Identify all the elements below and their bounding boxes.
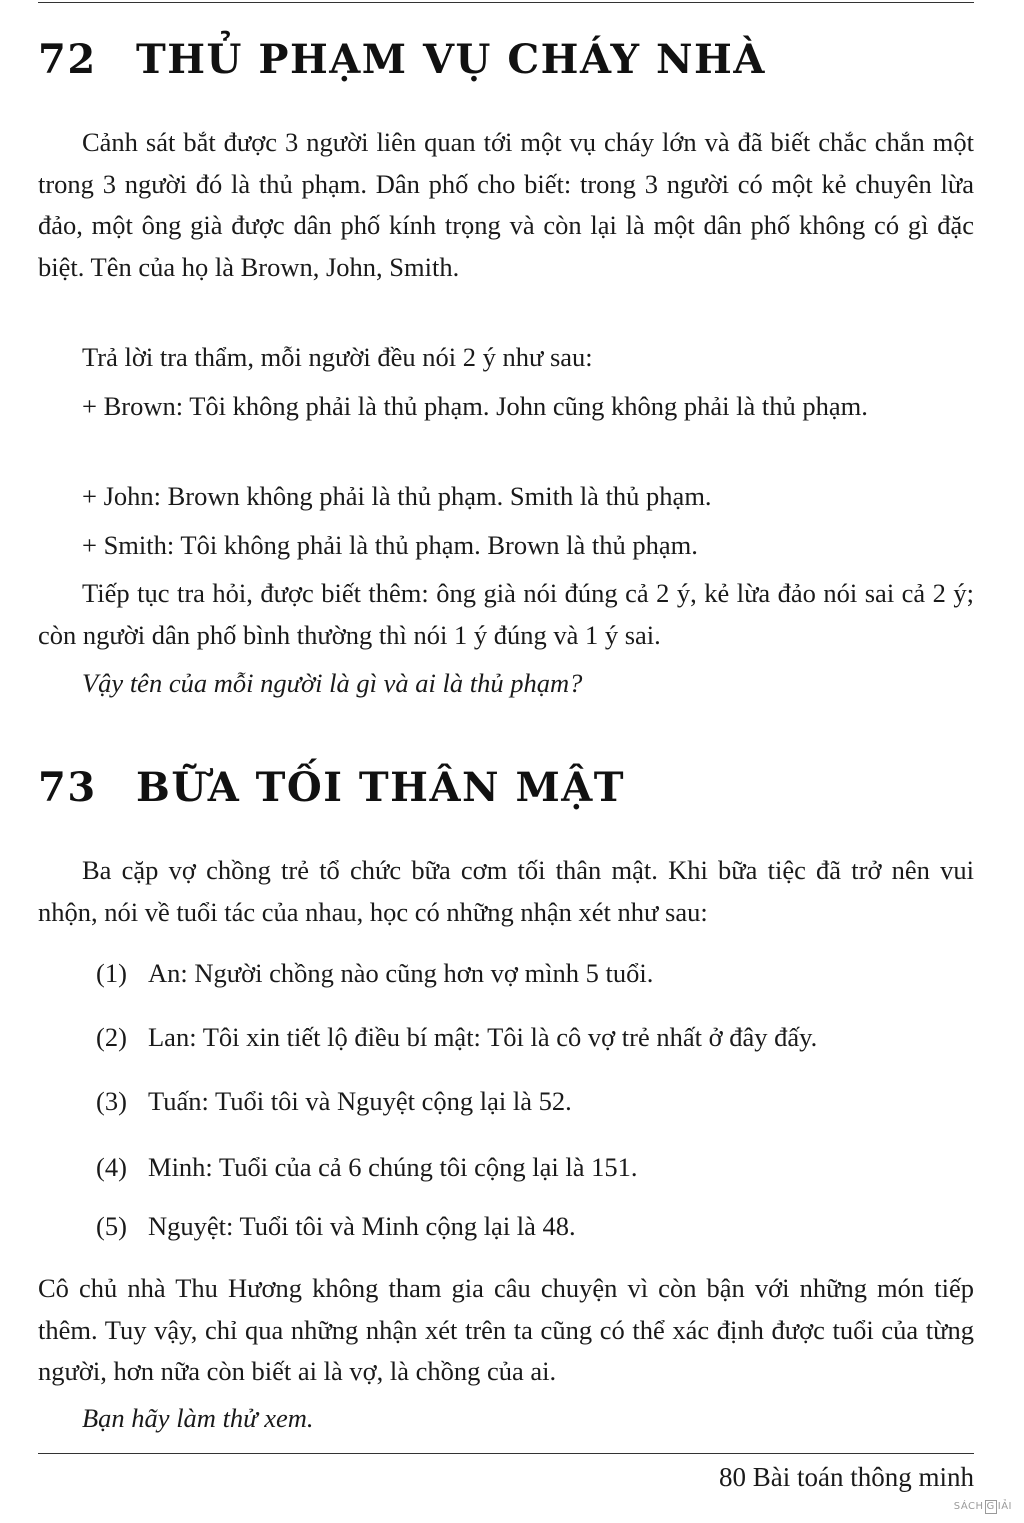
running-footer-title: 80 Bài toán thông minh (719, 1462, 974, 1492)
section-number: 73 (38, 764, 97, 811)
bottom-rule (38, 1453, 974, 1454)
enum-text: Minh: Tuổi của cả 6 chúng tôi cộng lại là 151. (148, 1152, 638, 1182)
enum-label: (5) (96, 1211, 127, 1241)
enum-text: Tuấn: Tuổi tôi và Nguyệt cộng lại là 52. (148, 1086, 572, 1116)
statement-smith: + Smith: Tôi không phải là thủ phạm. Brown là thủ phạm. (82, 530, 698, 560)
enum-item (96, 1017, 976, 1059)
enum-label: (2) (96, 1022, 127, 1052)
watermark-text-right: IẢI (997, 1501, 1012, 1512)
watermark-text-left: SÁCH (953, 1501, 984, 1512)
top-rule (38, 2, 974, 3)
enum-item (96, 953, 976, 995)
section-title-72 (38, 36, 766, 83)
section-title-text: BỮA TỐI THÂN MẬT (136, 764, 626, 811)
paragraph-conclusion-73: Cô chủ nhà Thu Hương không tham gia câu chuyện vì còn bận với những món tiếp thêm. Tuy vậy, chỉ qua những nhận xét trên ta cũng có thể xác định được tuổi của từng người, hơn nữa còn biết ai là vợ, là chồng của ai. (38, 1273, 974, 1386)
statement-brown: + Brown: Tôi không phải là thủ phạm. John cũng không phải là thủ phạm. (82, 391, 868, 421)
enum-text: Nguyệt: Tuổi tôi và Minh cộng lại là 48. (148, 1211, 576, 1241)
paragraph-intro-72: Cảnh sát bắt được 3 người liên quan tới một vụ cháy lớn và đã biết chắc chắn một trong 3 người đó là thủ phạm. Dân phố cho biết: trong 3 người có một kẻ chuyên lừa đảo, một ông già được dân phố kính trọng và còn lại là một dân phố không có gì đặc biệt. Tên của họ là Brown, John, Smith. (38, 127, 974, 282)
enum-label: (4) (96, 1152, 127, 1182)
paragraph-more-info: Tiếp tục tra hỏi, được biết thêm: ông già nói đúng cả 2 ý, kẻ lừa đảo nói sai cả 2 ý; còn người dân phố bình thường thì nói 1 ý đúng và 1 ý sai. (38, 578, 974, 650)
statement-john: + John: Brown không phải là thủ phạm. Smith là thủ phạm. (82, 481, 712, 511)
enum-label: (1) (96, 958, 127, 988)
section-title-73 (38, 764, 625, 811)
enum-label: (3) (96, 1086, 127, 1116)
paragraph-intro-73: Ba cặp vợ chồng trẻ tổ chức bữa cơm tối thân mật. Khi bữa tiệc đã trở nên vui nhộn, nói về tuổi tác của nhau, học có những nhận xét như sau: (38, 855, 974, 927)
enum-text: An: Người chồng nào cũng hơn vợ mình 5 tuổi. (148, 958, 654, 988)
closing-73: Bạn hãy làm thử xem. (82, 1403, 314, 1433)
section-title-text: THỦ PHẠM VỤ CHÁY NHÀ (136, 36, 766, 83)
enum-item (96, 1081, 976, 1123)
question-72: Vậy tên của mỗi người là gì và ai là thủ phạm? (82, 668, 583, 698)
watermark-box-letter: G (986, 1501, 995, 1512)
paragraph-statements-intro: Trả lời tra thẩm, mỗi người đều nói 2 ý như sau: (82, 342, 593, 372)
enum-text: Lan: Tôi xin tiết lộ điều bí mật: Tôi là cô vợ trẻ nhất ở đây đấy. (148, 1022, 818, 1052)
watermark-logo (954, 1500, 1012, 1514)
section-number: 72 (38, 36, 97, 83)
enum-item (96, 1147, 976, 1189)
enum-item (96, 1206, 976, 1248)
